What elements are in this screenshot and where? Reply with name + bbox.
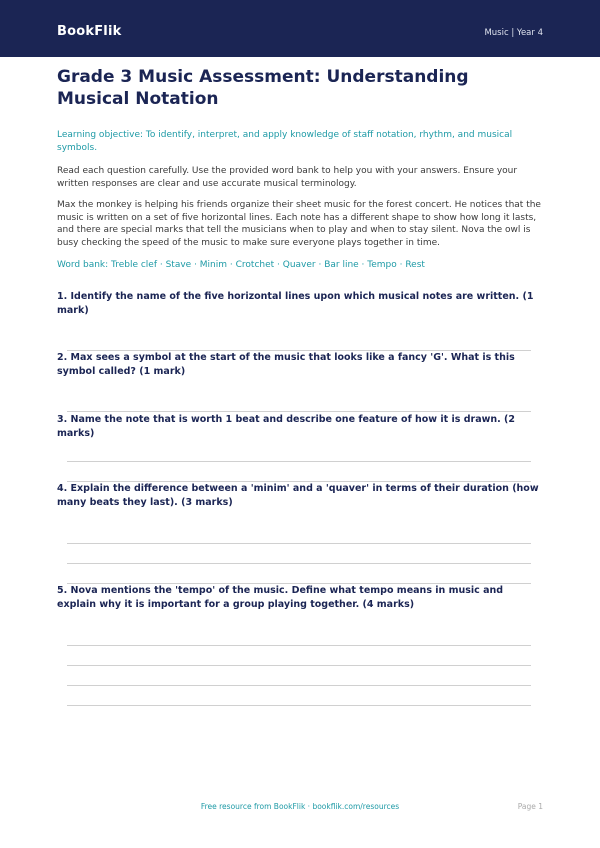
learning-objective: Learning objective: To identify, interpret, and apply knowledge of staff notation, rhythm, and musical symbols. xyxy=(57,130,513,153)
question-1: 1. Identify the name of the five horizontal lines upon which musical notes are written. (1 mark) xyxy=(57,291,534,316)
answer-line[interactable] xyxy=(67,411,531,412)
brand-logo[interactable]: BookFlik xyxy=(57,24,122,39)
story-text: Max the monkey is helping his friends organize their sheet music for the forest concert. He notices that the music is written on a set of five horizontal lines. Each note has a different shape to show how long it lasts, and there are special marks that tell the musicians when to play and when to stay silent. Nova the owl is busy checking the speed of the music to make sure everyone plays together in time. xyxy=(57,200,541,248)
page-header xyxy=(0,0,600,57)
instructions-text: Read each question carefully. Use the provided word bank to help you with your answers. Ensure your written responses are clear and use accurate musical terminology. xyxy=(57,166,518,189)
word-bank: Word bank: Treble clef · Stave · Minim · Crotchet · Quaver · Bar line · Tempo · Rest xyxy=(57,260,425,270)
answer-line[interactable] xyxy=(67,705,531,706)
answer-line[interactable] xyxy=(67,685,531,686)
intro-section xyxy=(57,66,543,271)
answer-line[interactable] xyxy=(67,543,531,544)
question-2: 2. Max sees a symbol at the start of the music that looks like a fancy 'G'. What is this symbol called? (1 mark) xyxy=(57,352,515,377)
answer-line[interactable] xyxy=(67,563,531,564)
question-3: 3. Name the note that is worth 1 beat and describe one feature of how it is drawn. (2 marks) xyxy=(57,414,516,439)
footer-link[interactable]: Free resource from BookFlik · bookflik.com/resources xyxy=(200,802,400,811)
question-4: 4. Explain the difference between a 'minim' and a 'quaver' in terms of their duration (how many beats they last). (3 marks) xyxy=(57,483,539,508)
answer-line[interactable] xyxy=(67,461,531,462)
page-title: Grade 3 Music Assessment: Understanding Musical Notation xyxy=(57,67,469,109)
answer-line[interactable] xyxy=(67,665,531,666)
answer-line[interactable] xyxy=(67,645,531,646)
subject-label: Music | Year 4 xyxy=(484,28,543,38)
question-5: 5. Nova mentions the 'tempo' of the music. Define what tempo means in music and explain why it is important for a group playing together. (4 marks) xyxy=(57,585,504,610)
page-number: Page 1 xyxy=(517,802,543,811)
